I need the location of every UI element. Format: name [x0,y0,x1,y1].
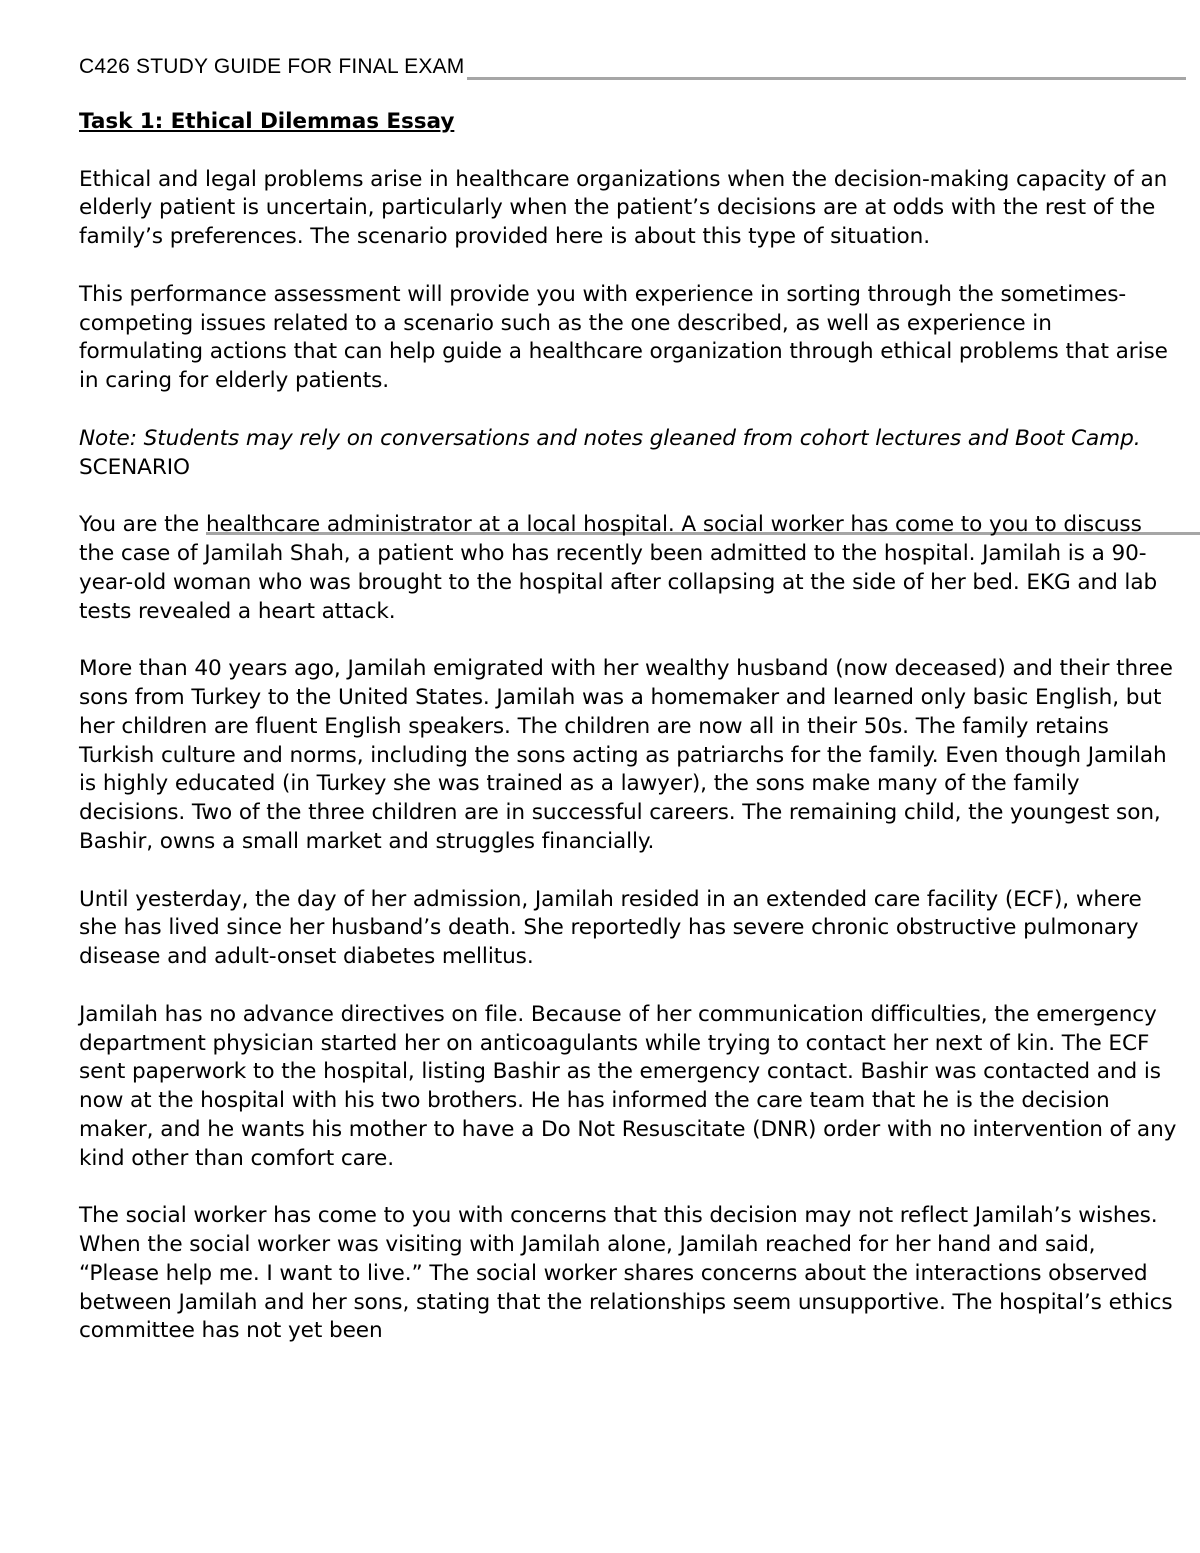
scenario-paragraph-2: More than 40 years ago, Jamilah emigrated with her wealthy husband (now deceased) and their three sons from Turkey to the United States. Jamilah was a homemaker and learned only basic English, but her children are fluent English speakers. The children are now all in their 50s. The family retains Turkish culture and norms, including the sons acting as patriarchs for the family. Even though Jamilah is highly educated (in Turkey she was trained as a lawyer), the sons make many of the family decisions. Two of the three children are in successful careers. The remaining child, the youngest son, Bashir, owns a small market and struggles financially. [79,656,1173,854]
header-rule [467,77,1186,80]
intro-paragraph-1: Ethical and legal problems arise in healthcare organizations when the decision-making capacity of an elderly patient is uncertain, particularly when the patient’s decisions are at odds with the rest of the family’s preferences. The scenario provided here is about this type of situation. [79,166,1168,250]
document-header: C426 STUDY GUIDE FOR FINAL EXAM [79,55,465,78]
scenario-paragraph-5: The social worker has come to you with concerns that this decision may not reflect Jamilah’s wishes. When the social worker was visiting with Jamilah alone, Jamilah reached for her hand and said, “Please help me. I want to live.” The social worker shares concerns about the interactions observed between Jamilah and her sons, stating that the relationships seem unsupportive. The hospital’s ethics committee has not yet been [79,1203,1173,1344]
scenario-paragraph-1: You are the healthcare administrator at a local hospital. A social worker has come to you to discuss the case of Jamilah Shah, a patient who has recently been admitted to the hospital. Jamilah is a 90-year-old woman who was brought to the hospital after collapsing at the side of her bed. EKG and lab tests revealed a heart attack. [79,512,1158,624]
document-body [79,108,1179,1375]
scenario-paragraph-3: Until yesterday, the day of her admission, Jamilah resided in an extended care facility (ECF), where she has lived since her husband’s death. She reportedly has severe chronic obstructive pulmonary disease and adult-onset diabetes mellitus. [79,886,1142,970]
scenario-paragraph-4: Jamilah has no advance directives on file. Because of her communication difficulties, the emergency department physician started her on anticoagulants while trying to contact her next of kin. The ECF sent paperwork to the hospital, listing Bashir as the emergency contact. Bashir was contacted and is now at the hospital with his two brothers. He has informed the care team that he is the decision maker, and he wants his mother to have a Do Not Resuscitate (DNR) order with no intervention of any kind other than comfort care. [79,1001,1177,1171]
note-text: Note: Students may rely on conversations and notes gleaned from cohort lectures and Boot Camp. [79,425,1141,451]
scenario-heading: SCENARIO [79,454,190,480]
task-title: Task 1: Ethical Dilemmas Essay [79,109,455,134]
intro-paragraph-2: This performance assessment will provide you with experience in sorting through the sometimes-competing issues related to a scenario such as the one described, as well as experience in formulating actions that can help guide a healthcare organization through ethical problems that arise in caring for elderly patients. [79,281,1168,394]
